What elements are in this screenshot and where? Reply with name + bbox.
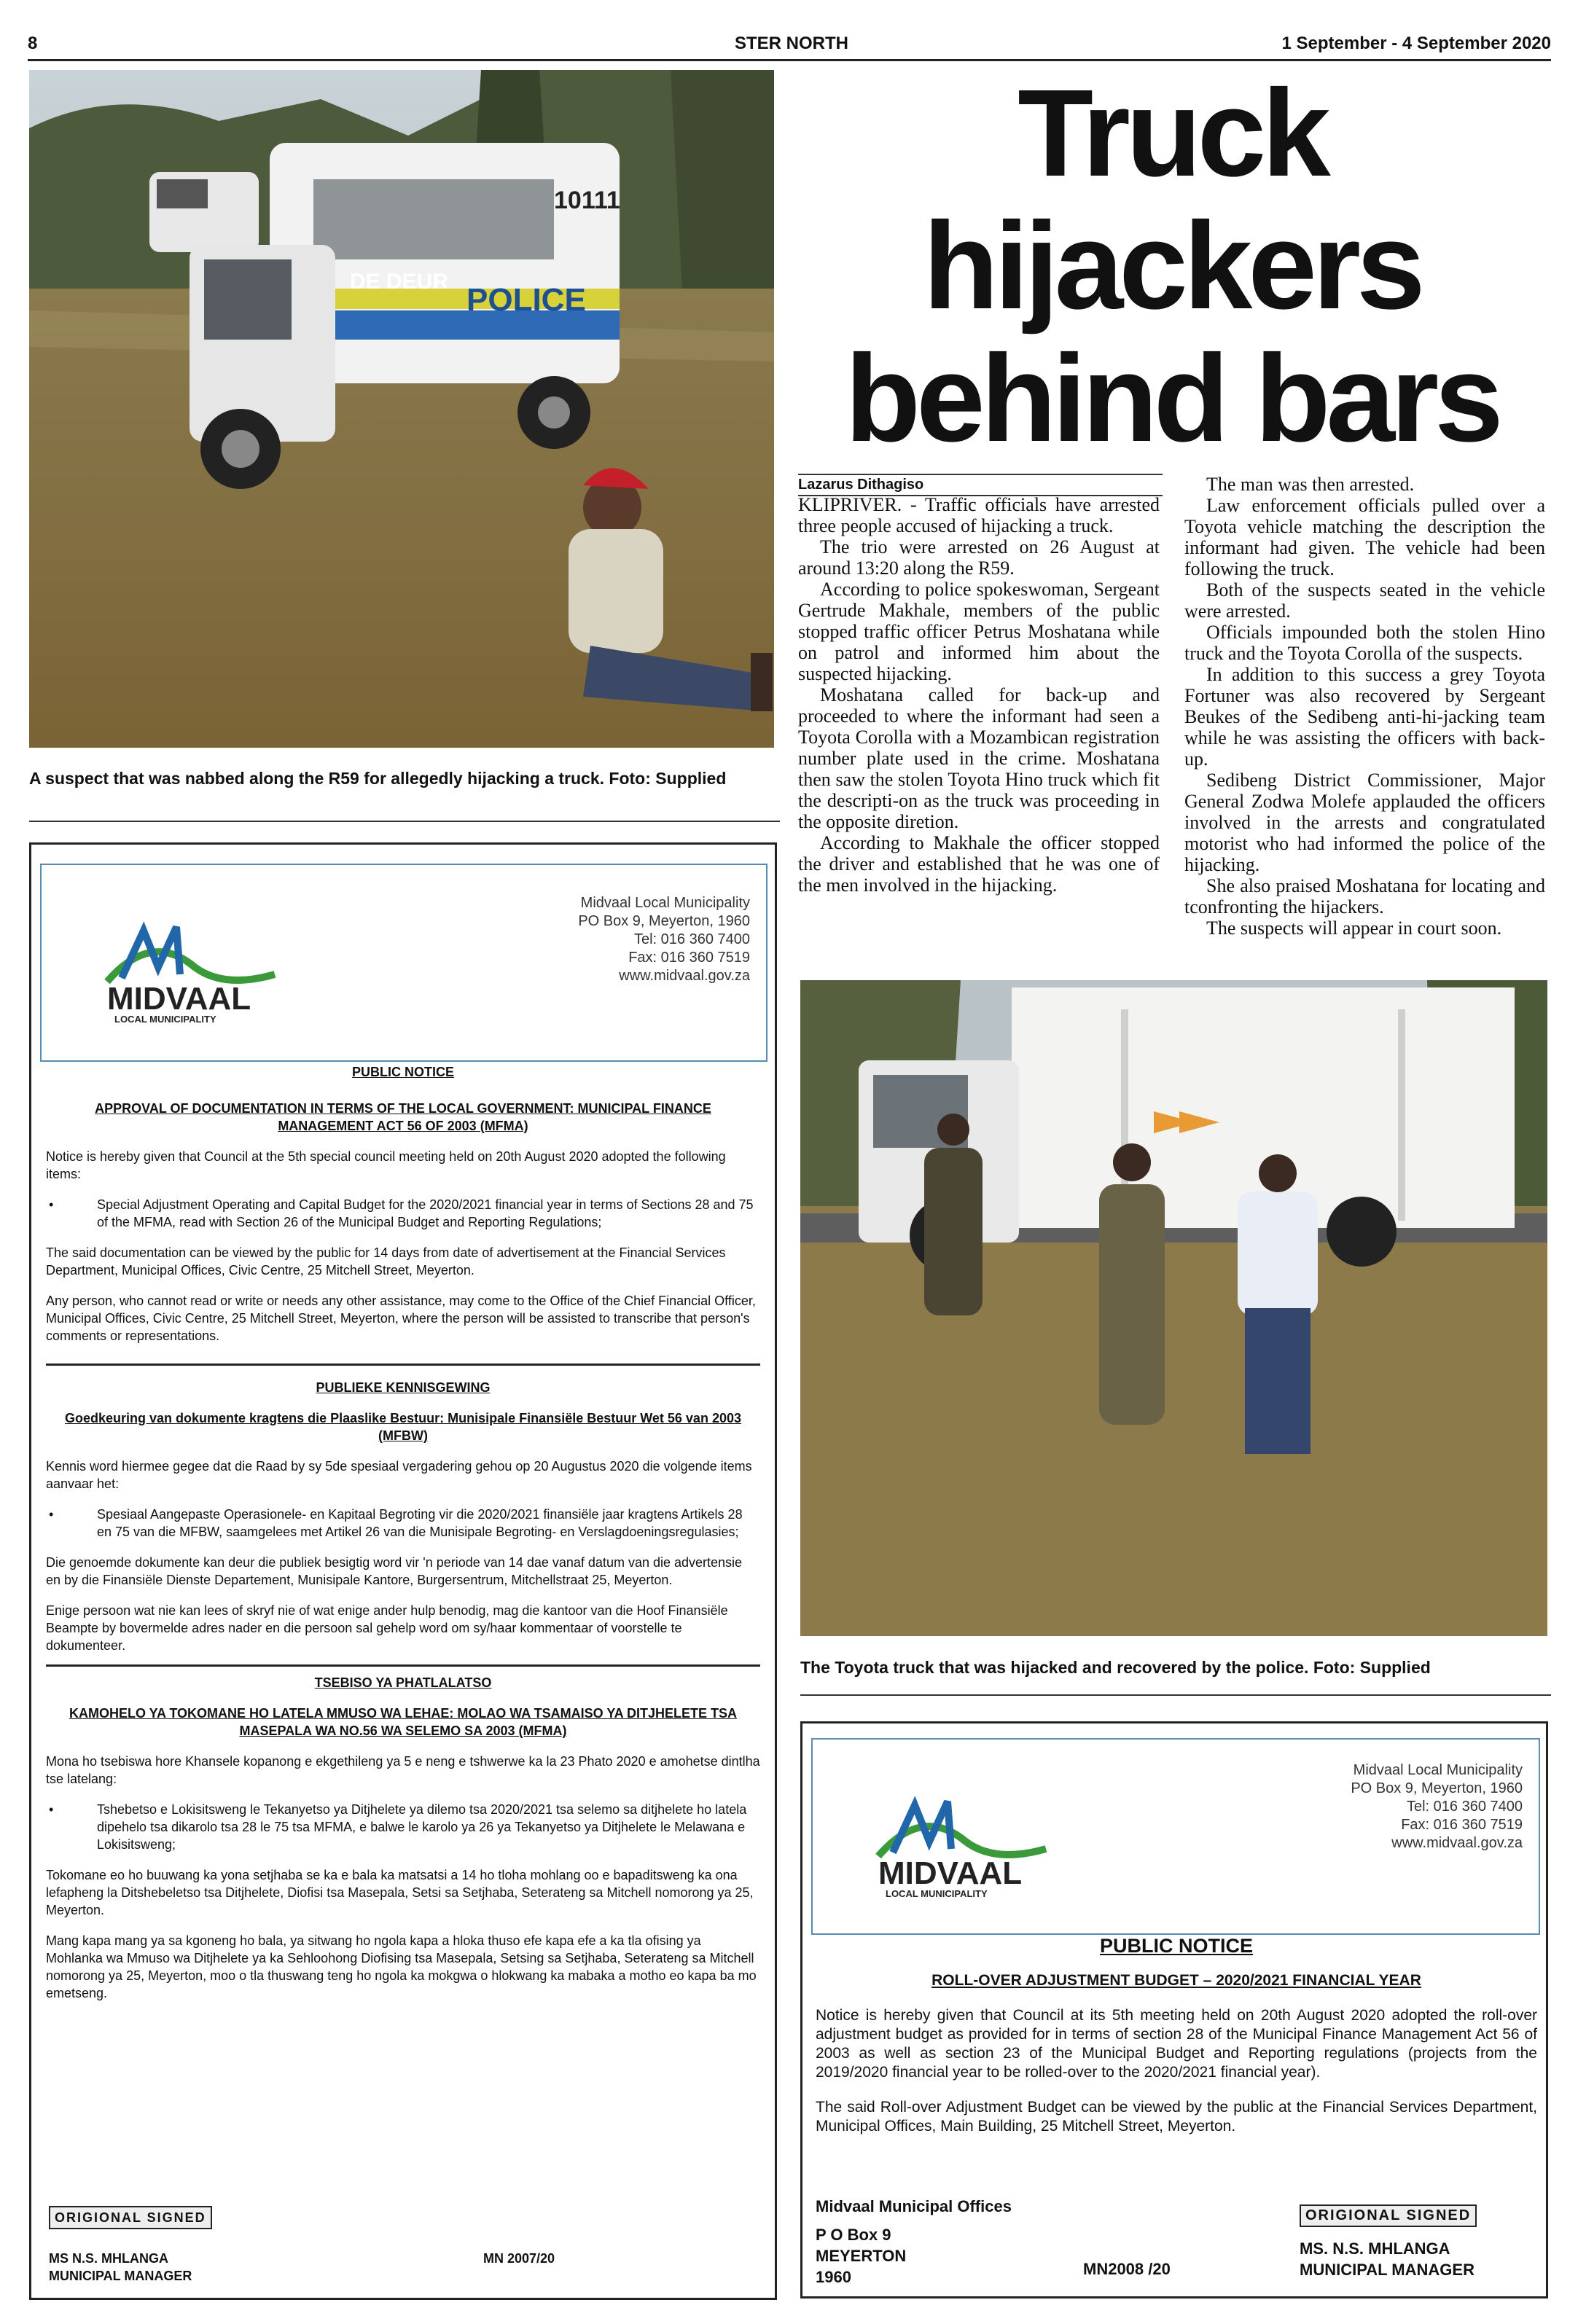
notice-letterhead xyxy=(811,1738,1540,1935)
page-number: 8 xyxy=(28,34,38,53)
paragraph: Sedibeng District Commissioner, Major General Zodwa Molefe applauded the officers involved in the arrests and congratulated motorist who had informed the police of the hijacking. xyxy=(1184,770,1545,875)
issue-date: 1 September - 4 September 2020 xyxy=(1281,34,1551,53)
notice2-subtitle: ROLL-OVER ADJUSTMENT BUDGET – 2020/2021 FINANCIAL YEAR xyxy=(931,1972,1421,1989)
headline-line-1: Truck xyxy=(1018,64,1327,203)
paragraph: Moshatana called for back-up and proceeded to where the informant had seen a Toyota Corolla with a Mozambican registration number plate used in the crime. Moshatana then saw the stolen Toyota Hino truck which fit the descripti-on as the truck was proceeding in the opposite diretion. xyxy=(798,684,1160,832)
byline: Lazarus Dithagiso xyxy=(798,474,1163,496)
notice1-body: PUBLIC NOTICE APPROVAL OF DOCUMENTATION IN TERMS OF THE LOCAL GOVERNMENT: MUNICIPAL FINANCE MANAGEMENT ACT 56 OF 2003 (MFMA) Notice is hereby given that Council at the 5th special council meeting held on 20th August 2020 adopted the following items: • Special Adjustment Operating and Capital Budget for the 2020/2021 financial year in terms of Sections 28 and 75 of the MFMA, read with Section 26 of the Municipal Budget and Reporting Regulations; The said documentation can be viewed by the public for 14 days from date of advertisement at the Financial Services Department, Municipal Offices, Civic Centre, 25 Mitchell Street, Meyerton. Any person, who cannot read or write or needs any other assistance, may come to the Office of the Chief Financial Officer, Municipal Offices, Civic Centre, 25 Mitchell Street, Meyerton, where the person will be assisted to transcribe that person's comments or representations. PUBLIEKE KENNISGEWING Goedkeuring van dokumente kragtens die Plaaslike Bestuur: Munisipale Finansiële Bestuur Wet 56 van 2003 (MFBW) Kennis word hiermee gegee dat die Raad by sy 5de spesiaal vergadering gehou op 20 Augustus 2020 die volgende items aanvaar het: • Spesiaal Aangepaste Operasionele- en Kapitaal Begroting vir die 2020/2021 finansiële jaar kragtens Artikels 28 en 75 van die MFBW, saamgelees met Artikel 26 van die Munisipale Begroting- en Verslagdoeningsregulasies; Die genoemde dokumente kan deur die publiek besigtig word vir 'n periode van 14 dae vanaf datum van die advertensie en by die Finansiële Dienste Departement, Munisipale Kantore, Burgersentrum, Mitchellstraat 25, Meyerton. Enige persoon wat nie kan lees of skryf nie of wat enige ander hulp benodig, mag die kantoor van die Hoof Finansiële Beampte by bovermelde adres nader en die persoon sal gehelp word om sy/haar kommentaar of voorstelle te dokumenteer. TSEBISO YA PHATLALATSO KAMOHELO YA TOKOMANE HO LATELA MMUSO WA LEHAE: MOLAO WA TSAMAISO YA DITJHELETE TSA MASEPALA WA NO.56 WA SELEMO SA 2003 (MFMA) Mona ho tsebiswa hore Khansele kopanong e ekgethileng ya 5 e neng e tshwerwe ka la 23 Phato 2020 e amohetse dintlha tse latelang: • Tshebetso e Lokisitsweng le Tekanyetso ya Ditjhelete ya dilemo tsa 2020/2021 tsa selemo sa ditjhelete ho latela dipehelo tsa dikarolo tsa 28 le 75 tsa MFMA, e balwe le karolo ya 26 ya Tekanyetso ya Ditjhelete le Melawana e Lokisitsweng; Tokomane eo ho buuwang ka yona setjhaba se ka e bala ka matsatsi a 14 ho tloha mohlang oo e bapaditsweng ka ona lefapheng la Ditshebeletso tsa Ditjhelete, Diofisi tsa Masepala, Setsi sa Setjhaba, Seterateng sa Mitchell nomorong ya 25, Meyerton. Mang kapa mang ya sa kgoneng ho bala, ya sitwang ho ngola kapa a hloka thuso efe kapa efe a ka tla ofising ya Mohlanka wa Mmuso wa Ditjhelete ya ka Sehloohong Diofising tsa Masepala, Setsing sa Setjhaba, Seterateng sa Mitchell nomorong ya 25, Meyerton, moo o tla thuswang teng ho ngola ka mokgwa o hlokwang ka mabaka a motho eo kapa ba mo emetseng. xyxy=(46,1065,760,2000)
photo-recovered-truck xyxy=(800,980,1547,1636)
municipality-address: Midvaal Local Municipality PO Box 9, Meyerton, 1960 Tel: 016 360 7400 Fax: 016 360 7519 www.midvaal.gov.za xyxy=(1351,1762,1523,1851)
notice1-subtitle-en: APPROVAL OF DOCUMENTATION IN TERMS OF THE LOCAL GOVERNMENT: MUNICIPAL FINANCE MANAGEMENT ACT 56 OF 2003 (MFMA) xyxy=(95,1101,711,1133)
headline-line-2: hijackers xyxy=(923,197,1421,335)
signed-stamp: ORIGIONAL SIGNED xyxy=(1300,2204,1477,2227)
article-column-1 xyxy=(798,494,1160,896)
bullet-item: • Special Adjustment Operating and Capital Budget for the 2020/2021 financial year in terms of Sections 28 and 75 of the MFMA, read with Section 26 of the Municipal Budget and Reporting Regulations; xyxy=(49,1197,754,1229)
svg-text:LOCAL MUNICIPALITY: LOCAL MUNICIPALITY xyxy=(114,1014,216,1025)
signed-stamp: ORIGIONAL SIGNED xyxy=(49,2206,212,2229)
notice-ref: MN2008 /20 xyxy=(1083,2260,1171,2278)
paragraph: The suspects will appear in court soon. xyxy=(1206,918,1502,939)
notice1-subtitle-af: Goedkeuring van dokumente kragtens die Plaaslike Bestuur: Munisipale Finansiële Bestuur Wet 56 van 2003 (MFBW) xyxy=(65,1411,741,1443)
paragraph: KLIPRIVER. - Traffic officials have arrested three people accused of hijacking a truck. xyxy=(798,494,1160,536)
midvaal-logo xyxy=(864,1791,1053,1900)
notice1-title-en: PUBLIC NOTICE xyxy=(351,1065,454,1079)
article-column-2 xyxy=(1184,474,1545,939)
paragraph: She also praised Moshatana for locating and tconfronting the hijackers. xyxy=(1184,875,1545,918)
photo1-caption: A suspect that was nabbed along the R59 for allegedly hijacking a truck. Foto: Supplied xyxy=(29,769,727,788)
headline xyxy=(793,64,1551,468)
svg-text:LOCAL MUNICIPALITY: LOCAL MUNICIPALITY xyxy=(886,1888,988,1899)
svg-text:POLICE: POLICE xyxy=(466,282,586,318)
paragraph: According to Makhale the officer stopped the driver and established that he was one of the men involved in the hijacking. xyxy=(798,832,1160,896)
svg-text:MIDVAAL: MIDVAAL xyxy=(107,981,251,1017)
notice2-contact: Midvaal Municipal Offices P O Box 9 MEYERTON 1960 xyxy=(816,2197,1012,2286)
bullet-mark: • xyxy=(49,1802,54,1817)
notice-letterhead xyxy=(40,864,767,1062)
svg-text:MIDVAAL: MIDVAAL xyxy=(878,1855,1023,1891)
paragraph: According to police spokeswoman, Sergeant Gertrude Makhale, members of the public stopped traffic officer Petrus Moshatana while on patrol and informed him about the suspected hijacking. xyxy=(798,579,1160,684)
photo2-caption: The Toyota truck that was hijacked and recovered by the police. Foto: Supplied xyxy=(800,1658,1431,1677)
notice2-title: PUBLIC NOTICE xyxy=(1099,1935,1253,1957)
paragraph: Both of the suspects seated in the vehicle were arrested. xyxy=(1184,579,1545,622)
paragraph: Law enforcement officials pulled over a Toyota vehicle matching the description the informant had given. The vehicle had been following the truck. xyxy=(1184,495,1545,579)
paragraph: Officials impounded both the stolen Hino truck and the Toyota Corolla of the suspects. xyxy=(1184,622,1545,664)
page-header xyxy=(28,32,1551,61)
headline-line-3: behind bars xyxy=(845,329,1499,468)
notice1-title-af: PUBLIEKE KENNISGEWING xyxy=(316,1380,491,1395)
divider xyxy=(29,821,780,822)
midvaal-logo xyxy=(93,916,282,1025)
signatory: MS. N.S. MHLANGA MUNICIPAL MANAGER xyxy=(1300,2239,1475,2279)
photo-suspect-police-van xyxy=(29,70,774,748)
bullet-item: • Tshebetso e Lokisitsweng le Tekanyetso ya Ditjhelete ya dilemo tsa 2020/2021 tsa selemo sa ditjhelete ho latela dipehelo tsa dikarolo tsa 28 le 75 tsa MFMA, e balwe le karolo ya 26 ya Tekanyetso ya Ditjhelete le Melawana e Lokisitsweng; xyxy=(49,1802,747,1852)
bullet-item: • Spesiaal Aangepaste Operasionele- en Kapitaal Begroting vir die 2020/2021 finansiële jaar kragtens Artikels 28 en 75 van die MFBW, saamgelees met Artikel 26 van die Munisipale Begroting- en Verslagdoeningsregulasies; xyxy=(49,1507,743,1539)
signatory: MS N.S. MHLANGA MUNICIPAL MANAGER xyxy=(49,2251,192,2283)
divider xyxy=(800,1694,1551,1696)
notice2-body: PUBLIC NOTICE ROLL-OVER ADJUSTMENT BUDGET – 2020/2021 FINANCIAL YEAR Notice is hereby given that Council at its 5th meeting held on 20th August 2020 adopted the roll-over adjustment budget as provided for in terms of section 28 of the Municipal Finance Management Act 56 of 2003 as well as section 23 of the Municipal Budget and Reporting regulations (projects from the 2019/2020 financial year to be rolled-over to the 2020/2021 financial year). The said Roll-over Adjustment Budget can be viewed by the public at the Financial Services Department, Municipal Offices, Main Building, 25 Mitchell Street, Meyerton. xyxy=(816,1935,1537,2135)
svg-text:DE DEUR: DE DEUR xyxy=(350,270,449,294)
paragraph: The trio were arrested on 26 August at around 13:20 along the R59. xyxy=(798,536,1160,579)
notice-ref: MN 2007/20 xyxy=(483,2251,555,2266)
paragraph: In addition to this success a grey Toyota Fortuner was also recovered by Sergeant Beukes of the Sedibeng anti-hi-jacking team while he was assisting the officers with back-up. xyxy=(1184,664,1545,770)
paragraph: The man was then arrested. xyxy=(1206,474,1415,495)
bullet-mark: • xyxy=(49,1197,54,1212)
svg-text:10111: 10111 xyxy=(554,187,620,214)
notice-midvaal-mfma xyxy=(29,842,777,2300)
notice1-title-st: TSEBISO YA PHATLALATSO xyxy=(314,1675,492,1690)
notice1-subtitle-st: KAMOHELO YA TOKOMANE HO LATELA MMUSO WA LEHAE: MOLAO WA TSAMAISO YA DITJHELETE TSA MASEPALA WA NO.56 WA SELEMO SA 2003 (MFMA) xyxy=(69,1706,738,1738)
paper-name: STER NORTH xyxy=(735,34,848,53)
municipality-address: Midvaal Local Municipality PO Box 9, Meyerton, 1960 Tel: 016 360 7400 Fax: 016 360 7519 www.midvaal.gov.za xyxy=(578,895,750,984)
notice-rollover-budget xyxy=(800,1721,1548,2298)
bullet-mark: • xyxy=(49,1507,54,1522)
